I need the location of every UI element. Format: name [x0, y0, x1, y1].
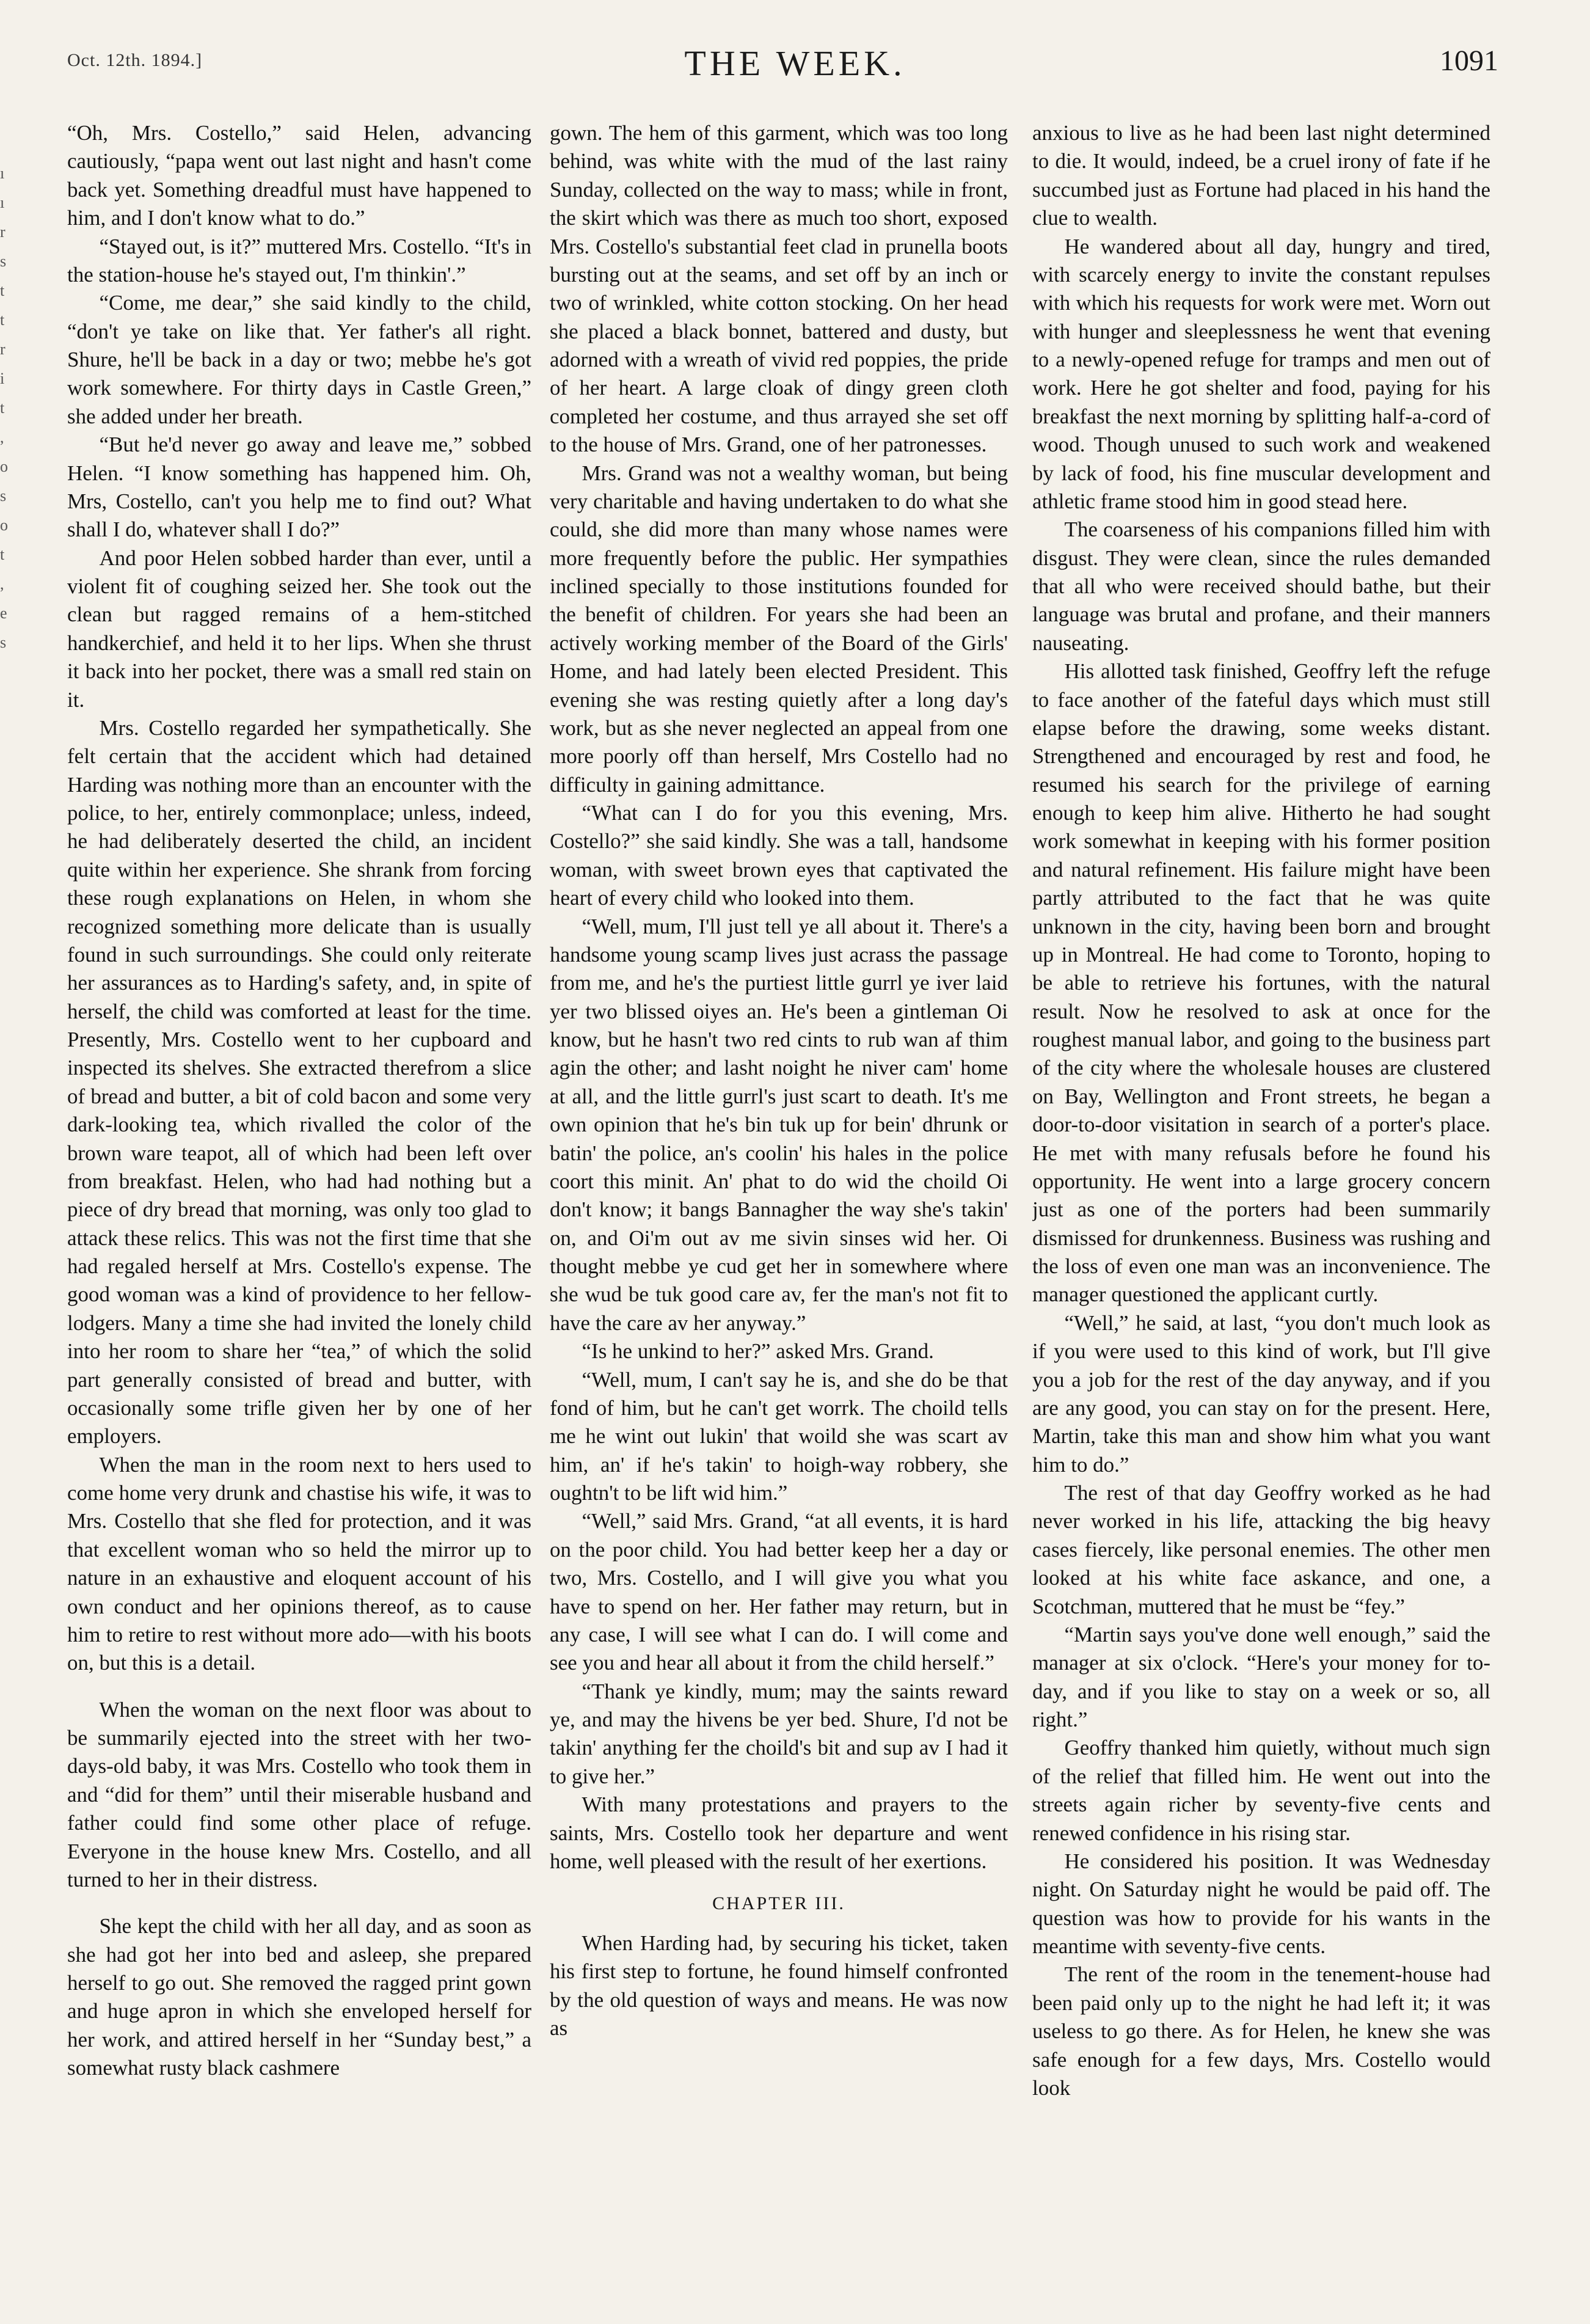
- paragraph: When the woman on the next floor was about to be summarily ejected into the street with her two-days-old baby, it was Mrs. Costello who took them in and “did for them” until their miserable husband and father could find some other place of refuge. Everyone in the house knew Mrs. Costello, and all turned to her in their distress.: [67, 1697, 531, 1891]
- paragraph: His allotted task finished, Geoffry left the refuge to face another of the fateful days which must still elapse before the drawing, some weeks distant. Strengthened and encouraged by rest and food, he resumed his search for the privilege of earning enough to keep him alive. Hitherto he had sought work somewhat in keeping with his former position and natural refinement. His failure might have been partly attributed to the fact that he was quite unknown in the city, having been born and brought up in Montreal. He had come to Toronto, hoping to be able to retrieve his fortunes, with the natural result. Now he resolved to ask at once for the roughest manual labor, and going to the business part of the city where the wholesale houses are clustered on Bay, Wellington and Front streets, he began a door-to-door visitation in search of a porter's place. He met with many refusals before he found his opportunity. He went into a large grocery concern just as one of the porters had been summarily dismissed for drunkenness. Business was rushing and the loss of even one man was an inconvenience. The manager questioned the applicant curtly.: [1032, 659, 1490, 1307]
- page-number: 1091: [1440, 45, 1498, 77]
- paragraph: “Well, mum, I can't say he is, and she do be that fond of him, but he can't get worrk. The choild tells me he wint out lukin' that woild she was scart av him, an' if he's takin' to hoigh-way robbery, she oughtn't to be lift wid him.”: [550, 1367, 1008, 1505]
- paragraph: “Come, me dear,” she said kindly to the child, “don't ye take on like that. Yer father's all right. Shure, he'll be back in a day or two; mebbe he's got work somewhere. For thirty days in Castle Green,” she added under her breath.: [67, 291, 531, 428]
- paragraph: “Martin says you've done well enough,” said the manager at six o'clock. “Here's your money for to-day, and if you like to stay on a week or so, all right.”: [1032, 1622, 1490, 1731]
- paragraph: The rent of the room in the tenement-house had been paid only up to the night he had left it; it was useless to go there. As for Helen, he knew she was safe enough for a few days, Mrs. Costello would look: [1032, 1962, 1490, 2100]
- paragraph: And poor Helen sobbed harder than ever, until a violent fit of coughing seized her. She took out the clean but ragged remains of a hem-stitched handkerchief, and held it to her lips. When she thrust it back into her pocket, there was a small red stain on it.: [67, 546, 531, 712]
- page-header: [0, 0, 1590, 92]
- issue-date: Oct. 12th. 1894.]: [67, 50, 203, 70]
- text-column-3: [1032, 119, 1490, 2294]
- paragraph: When Harding had, by securing his ticket, taken his first step to fortune, he found himself confronted by the old question of ways and means. He was now as: [550, 1931, 1008, 2041]
- paragraph: anxious to live as he had been last night determined to die. It would, indeed, be a cruel irony of fate if he succumbed just as Fortune had placed in his hand the clue to wealth.: [1032, 121, 1490, 230]
- paragraph: The rest of that day Geoffry worked as he had never worked in his life, attacking the big heavy cases fiercely, like personal enemies. The other men looked at his white face askance, and one, a Scotchman, muttered that he must be “fey.”: [1032, 1481, 1490, 1618]
- paragraph: Mrs. Costello regarded her sympathetically. She felt certain that the accident which had detained Harding was nothing more than an encounter with the police, to her, entirely commonplace; unless, indeed, he had deliberately deserted the child, an incident quite within her experience. She shrank from forcing these rough explanations on Helen, in whom she recognized something more delicate than is usually found in such surroundings. She could only reiterate her assurances as to Harding's safety, and, in spite of herself, the child was comforted at least for the time. Presently, Mrs. Costello went to her cupboard and inspected its shelves. She extracted therefrom a slice of bread and butter, a bit of cold bacon and some very dark-looking tea, which rivalled the color of the brown ware teapot, all of which had been left over from breakfast. Helen, who had had nothing but a piece of dry bread that morning, was only too glad to attack these relics. This was not the first time that she had regaled herself at Mrs. Costello's expense. The good woman was a kind of providence to her fellow-lodgers. Many a time she had invited the lonely child into her room to share her “tea,” of which the solid part generally consisted of bread and butter, with occasionally some trifle given her by one of her employers.: [67, 715, 531, 1449]
- paragraph: “Well,” said Mrs. Grand, “at all events, it is hard on the poor child. You had better keep her a day or two, Mrs. Costello, and I will give you what you have to spend on her. Her father may return, but in any case, I will see what I can do. I will come and see you and hear all about it from the child herself.”: [550, 1509, 1008, 1675]
- paragraph: “Stayed out, is it?” muttered Mrs. Costello. “It's in the station-house he's stayed out, I'm thinkin'.”: [67, 234, 531, 287]
- paragraph: The coarseness of his companions filled him with disgust. They were clean, since the rules demanded that all who were received should bathe, but their language was brutal and profane, and their manners nauseating.: [1032, 517, 1490, 655]
- text-column-1: [67, 119, 531, 2294]
- gutter-bleed-marks: ı ı r s t t r i t , o s o t , e s: [0, 164, 8, 651]
- paragraph: He considered his position. It was Wednesday night. On Saturday night he would be paid off. The question was how to provide for his wants in the meantime with seventy-five cents.: [1032, 1849, 1490, 1958]
- paragraph: With many protestations and prayers to the saints, Mrs. Costello took her departure and went home, well pleased with the result of her exertions.: [550, 1792, 1008, 1873]
- paragraph: “Thank ye kindly, mum; may the saints reward ye, and may the hivens be yer bed. Shure, I'd not be takin' anything fer the choild's bit and sup av I had it to give her.”: [550, 1679, 1008, 1788]
- publication-title: THE WEEK.: [684, 43, 906, 83]
- text-column-2: [550, 119, 1008, 2294]
- paragraph: “Is he unkind to her?” asked Mrs. Grand.: [582, 1339, 934, 1364]
- chapter-heading: CHAPTER III.: [712, 1893, 845, 1914]
- paragraph: “Well, mum, I'll just tell ye all about it. There's a handsome young scamp lives just acrass the passage from me, and he's the purtiest little gurrl ye iver laid yer two blissed oiyes an. He's been a gintleman Oi know, but he hasn't two red cints to rub wan af thim agin the other; and lasht noight he niver cam' home at all, and the little gurrl's just scart to death. It's me own opinion that he's bin tuk up for bein' dhrunk or batin' the police, an's coolin' his hales in the police coort this minit. An' phat to do wid the choild Oi don't know; it bangs Bannagher the way she's takin' on, and Oi'm out av me sivin sinses wid her. Oi thought mebbe ye cud get her in somewhere where she wud be tuk good care av, fer the man's not fit to have the care av her anyway.”: [550, 914, 1008, 1335]
- paragraph: “But he'd never go away and leave me,” sobbed Helen. “I know something has happened him. Oh, Mrs, Costello, can't you help me to find out? What shall I do, whatever shall I do?”: [67, 433, 531, 542]
- paragraph: She kept the child with her all day, and as soon as she had got her into bed and asleep, she prepared herself to go out. She removed the ragged print gown and huge apron in which she enveloped herself for her work, and attired herself in her “Sunday best,” a somewhat rusty black cashmere: [67, 1914, 531, 2080]
- paragraph: When the man in the room next to hers used to come home very drunk and chastise his wife, it was to Mrs. Costello that she fled for protection, and it was that excellent woman who so held the mirror up to nature in an exhaustive and eloquent account of his own conduct and her opinions thereof, as to cause him to retire to rest without more ado—with his boots on, but this is a detail.: [67, 1452, 531, 1675]
- paragraph: “What can I do for you this evening, Mrs. Costello?” she said kindly. She was a tall, handsome woman, with sweet brown eyes that captivated the heart of every child who looked into them.: [550, 801, 1008, 910]
- paragraph: Mrs. Grand was not a wealthy woman, but being very charitable and having undertaken to do what she could, she did more than many whose names were more frequently before the public. Her sympathies inclined specially to those institutions founded for the benefit of children. For years she had been an actively working member of the Board of the Girls' Home, and had lately been elected President. This evening she was resting quietly after a long day's work, but as she never neglected an appeal from one more poorly off than herself, Mrs Costello had no difficulty in gaining admittance.: [550, 461, 1008, 797]
- paragraph: gown. The hem of this garment, which was too long behind, was white with the mud of the last rainy Sunday, collected on the way to mass; while in front, the skirt which was there as much too short, exposed Mrs. Costello's substantial feet clad in prunella boots bursting out at the seams, and set off by an inch or two of wrinkled, white cotton stocking. On her head she placed a black bonnet, battered and dusty, but adorned with a wreath of vivid red poppies, the pride of her heart. A large cloak of dingy green cloth completed her costume, and thus arrayed she set off to the house of Mrs. Grand, one of her patronesses.: [550, 121, 1008, 457]
- paragraph: “Well,” he said, at last, “you don't much look as if you were used to this kind of work, but I'll give you a job for the rest of the day anyway, and if you are any good, you can stay on for the present. Here, Martin, take this man and show him what you want him to do.”: [1032, 1310, 1490, 1477]
- paragraph: Geoffry thanked him quietly, without much sign of the relief that filled him. He went out into the streets again richer by seventy-five cents and renewed confidence in his rising star.: [1032, 1736, 1490, 1845]
- paragraph: “Oh, Mrs. Costello,” said Helen, advancing cautiously, “papa went out last night and hasn't come back yet. Something dreadful must have happened to him, and I don't know what to do.”: [67, 121, 531, 230]
- paragraph: He wandered about all day, hungry and tired, with scarcely energy to invite the constant repulses with which his requests for work were met. Worn out with hunger and sleeplessness he went that evening to a newly-opened refuge for tramps and men out of work. Here he got shelter and food, paying for his breakfast the next morning by splitting half-a-cord of wood. Though unused to such work and weakened by lack of food, his fine muscular development and athletic frame stood him in good stead here.: [1032, 234, 1490, 513]
